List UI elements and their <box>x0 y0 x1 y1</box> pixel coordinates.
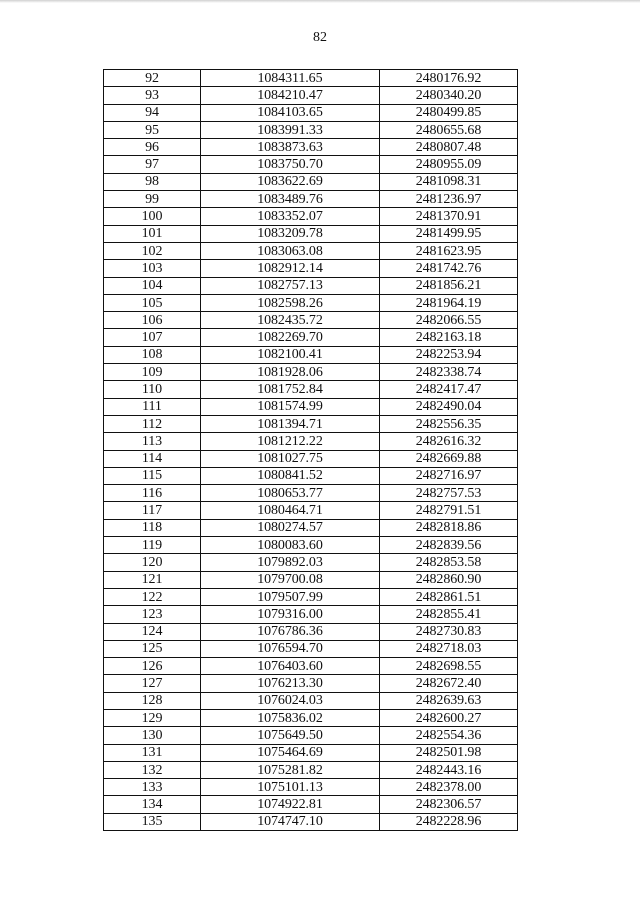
table-row <box>104 450 518 467</box>
table-row <box>104 260 518 277</box>
x-coordinate-cell: 1076403.60 <box>201 658 380 675</box>
y-coordinate-cell: 2480340.20 <box>380 87 518 104</box>
point-number-cell: 114 <box>104 450 201 467</box>
y-coordinate-cell: 2482716.97 <box>380 467 518 484</box>
point-number-cell: 116 <box>104 485 201 502</box>
x-coordinate-cell: 1082598.26 <box>201 294 380 311</box>
y-coordinate-cell: 2481856.21 <box>380 277 518 294</box>
table-row <box>104 433 518 450</box>
table-row <box>104 571 518 588</box>
point-number-cell: 115 <box>104 467 201 484</box>
point-number-cell: 94 <box>104 104 201 121</box>
x-coordinate-cell: 1075464.69 <box>201 744 380 761</box>
x-coordinate-cell: 1080841.52 <box>201 467 380 484</box>
point-number-cell: 131 <box>104 744 201 761</box>
point-number-cell: 97 <box>104 156 201 173</box>
table-row <box>104 225 518 242</box>
x-coordinate-cell: 1079316.00 <box>201 606 380 623</box>
coordinates-table <box>103 69 518 831</box>
y-coordinate-cell: 2482556.35 <box>380 415 518 432</box>
point-number-cell: 134 <box>104 796 201 813</box>
x-coordinate-cell: 1082757.13 <box>201 277 380 294</box>
point-number-cell: 99 <box>104 191 201 208</box>
y-coordinate-cell: 2481370.91 <box>380 208 518 225</box>
table-row <box>104 537 518 554</box>
point-number-cell: 109 <box>104 364 201 381</box>
x-coordinate-cell: 1075101.13 <box>201 779 380 796</box>
point-number-cell: 93 <box>104 87 201 104</box>
x-coordinate-cell: 1081928.06 <box>201 364 380 381</box>
x-coordinate-cell: 1076786.36 <box>201 623 380 640</box>
y-coordinate-cell: 2480655.68 <box>380 121 518 138</box>
x-coordinate-cell: 1080464.71 <box>201 502 380 519</box>
x-coordinate-cell: 1083622.69 <box>201 173 380 190</box>
point-number-cell: 106 <box>104 312 201 329</box>
y-coordinate-cell: 2482639.63 <box>380 692 518 709</box>
y-coordinate-cell: 2482855.41 <box>380 606 518 623</box>
y-coordinate-cell: 2480955.09 <box>380 156 518 173</box>
point-number-cell: 133 <box>104 779 201 796</box>
table-row <box>104 277 518 294</box>
y-coordinate-cell: 2482672.40 <box>380 675 518 692</box>
x-coordinate-cell: 1084103.65 <box>201 104 380 121</box>
y-coordinate-cell: 2482306.57 <box>380 796 518 813</box>
table-row <box>104 606 518 623</box>
x-coordinate-cell: 1082269.70 <box>201 329 380 346</box>
table-row <box>104 744 518 761</box>
y-coordinate-cell: 2482253.94 <box>380 346 518 363</box>
point-number-cell: 128 <box>104 692 201 709</box>
table-body <box>104 70 518 831</box>
table-row <box>104 709 518 726</box>
point-number-cell: 112 <box>104 415 201 432</box>
x-coordinate-cell: 1083063.08 <box>201 242 380 259</box>
x-coordinate-cell: 1083489.76 <box>201 191 380 208</box>
point-number-cell: 92 <box>104 70 201 87</box>
point-number-cell: 103 <box>104 260 201 277</box>
point-number-cell: 119 <box>104 537 201 554</box>
y-coordinate-cell: 2480499.85 <box>380 104 518 121</box>
x-coordinate-cell: 1080274.57 <box>201 519 380 536</box>
x-coordinate-cell: 1084311.65 <box>201 70 380 87</box>
x-coordinate-cell: 1083352.07 <box>201 208 380 225</box>
y-coordinate-cell: 2480176.92 <box>380 70 518 87</box>
y-coordinate-cell: 2482338.74 <box>380 364 518 381</box>
point-number-cell: 105 <box>104 294 201 311</box>
x-coordinate-cell: 1079507.99 <box>201 588 380 605</box>
table-row <box>104 87 518 104</box>
point-number-cell: 124 <box>104 623 201 640</box>
y-coordinate-cell: 2482163.18 <box>380 329 518 346</box>
x-coordinate-cell: 1074922.81 <box>201 796 380 813</box>
y-coordinate-cell: 2482600.27 <box>380 709 518 726</box>
x-coordinate-cell: 1082100.41 <box>201 346 380 363</box>
point-number-cell: 126 <box>104 658 201 675</box>
table-row <box>104 346 518 363</box>
y-coordinate-cell: 2481236.97 <box>380 191 518 208</box>
x-coordinate-cell: 1081752.84 <box>201 381 380 398</box>
x-coordinate-cell: 1075836.02 <box>201 709 380 726</box>
table-row <box>104 242 518 259</box>
table-row <box>104 640 518 657</box>
table-row <box>104 173 518 190</box>
x-coordinate-cell: 1079892.03 <box>201 554 380 571</box>
x-coordinate-cell: 1083991.33 <box>201 121 380 138</box>
x-coordinate-cell: 1076213.30 <box>201 675 380 692</box>
table-row <box>104 70 518 87</box>
point-number-cell: 100 <box>104 208 201 225</box>
table-row <box>104 398 518 415</box>
x-coordinate-cell: 1083750.70 <box>201 156 380 173</box>
table-row <box>104 364 518 381</box>
table-row <box>104 796 518 813</box>
point-number-cell: 107 <box>104 329 201 346</box>
scan-edge <box>0 0 640 3</box>
point-number-cell: 130 <box>104 727 201 744</box>
x-coordinate-cell: 1081394.71 <box>201 415 380 432</box>
table-row <box>104 191 518 208</box>
table-row <box>104 623 518 640</box>
y-coordinate-cell: 2480807.48 <box>380 139 518 156</box>
point-number-cell: 101 <box>104 225 201 242</box>
point-number-cell: 96 <box>104 139 201 156</box>
table-row <box>104 121 518 138</box>
y-coordinate-cell: 2482443.16 <box>380 761 518 778</box>
x-coordinate-cell: 1075649.50 <box>201 727 380 744</box>
table-row <box>104 415 518 432</box>
y-coordinate-cell: 2482669.88 <box>380 450 518 467</box>
y-coordinate-cell: 2482501.98 <box>380 744 518 761</box>
table-row <box>104 104 518 121</box>
point-number-cell: 132 <box>104 761 201 778</box>
table-row <box>104 467 518 484</box>
x-coordinate-cell: 1082435.72 <box>201 312 380 329</box>
table-row <box>104 588 518 605</box>
y-coordinate-cell: 2482490.04 <box>380 398 518 415</box>
point-number-cell: 121 <box>104 571 201 588</box>
table-row <box>104 329 518 346</box>
point-number-cell: 125 <box>104 640 201 657</box>
y-coordinate-cell: 2482698.55 <box>380 658 518 675</box>
y-coordinate-cell: 2481742.76 <box>380 260 518 277</box>
y-coordinate-cell: 2482839.56 <box>380 537 518 554</box>
y-coordinate-cell: 2482818.86 <box>380 519 518 536</box>
table-row <box>104 502 518 519</box>
point-number-cell: 113 <box>104 433 201 450</box>
point-number-cell: 111 <box>104 398 201 415</box>
y-coordinate-cell: 2481098.31 <box>380 173 518 190</box>
y-coordinate-cell: 2482378.00 <box>380 779 518 796</box>
y-coordinate-cell: 2482860.90 <box>380 571 518 588</box>
y-coordinate-cell: 2482616.32 <box>380 433 518 450</box>
x-coordinate-cell: 1084210.47 <box>201 87 380 104</box>
x-coordinate-cell: 1082912.14 <box>201 260 380 277</box>
x-coordinate-cell: 1083209.78 <box>201 225 380 242</box>
x-coordinate-cell: 1080083.60 <box>201 537 380 554</box>
point-number-cell: 98 <box>104 173 201 190</box>
table-row <box>104 761 518 778</box>
table-row <box>104 658 518 675</box>
y-coordinate-cell: 2482066.55 <box>380 312 518 329</box>
point-number-cell: 120 <box>104 554 201 571</box>
table-row <box>104 156 518 173</box>
point-number-cell: 108 <box>104 346 201 363</box>
table-row <box>104 485 518 502</box>
point-number-cell: 129 <box>104 709 201 726</box>
table-row <box>104 692 518 709</box>
point-number-cell: 118 <box>104 519 201 536</box>
point-number-cell: 135 <box>104 813 201 830</box>
table-row <box>104 519 518 536</box>
table-row <box>104 208 518 225</box>
table-row <box>104 139 518 156</box>
table-row <box>104 294 518 311</box>
point-number-cell: 122 <box>104 588 201 605</box>
point-number-cell: 104 <box>104 277 201 294</box>
x-coordinate-cell: 1081027.75 <box>201 450 380 467</box>
table-row <box>104 727 518 744</box>
table-row <box>104 554 518 571</box>
x-coordinate-cell: 1081574.99 <box>201 398 380 415</box>
point-number-cell: 110 <box>104 381 201 398</box>
x-coordinate-cell: 1083873.63 <box>201 139 380 156</box>
y-coordinate-cell: 2481499.95 <box>380 225 518 242</box>
y-coordinate-cell: 2481964.19 <box>380 294 518 311</box>
point-number-cell: 102 <box>104 242 201 259</box>
x-coordinate-cell: 1081212.22 <box>201 433 380 450</box>
y-coordinate-cell: 2482554.36 <box>380 727 518 744</box>
point-number-cell: 123 <box>104 606 201 623</box>
table-row <box>104 381 518 398</box>
x-coordinate-cell: 1079700.08 <box>201 571 380 588</box>
y-coordinate-cell: 2482417.47 <box>380 381 518 398</box>
table-row <box>104 813 518 830</box>
page-number: 82 <box>313 30 327 45</box>
y-coordinate-cell: 2482730.83 <box>380 623 518 640</box>
y-coordinate-cell: 2482757.53 <box>380 485 518 502</box>
y-coordinate-cell: 2482228.96 <box>380 813 518 830</box>
point-number-cell: 117 <box>104 502 201 519</box>
table-row <box>104 675 518 692</box>
y-coordinate-cell: 2482718.03 <box>380 640 518 657</box>
y-coordinate-cell: 2481623.95 <box>380 242 518 259</box>
x-coordinate-cell: 1076024.03 <box>201 692 380 709</box>
x-coordinate-cell: 1074747.10 <box>201 813 380 830</box>
y-coordinate-cell: 2482791.51 <box>380 502 518 519</box>
x-coordinate-cell: 1080653.77 <box>201 485 380 502</box>
table-row <box>104 779 518 796</box>
x-coordinate-cell: 1075281.82 <box>201 761 380 778</box>
point-number-cell: 127 <box>104 675 201 692</box>
x-coordinate-cell: 1076594.70 <box>201 640 380 657</box>
table-row <box>104 312 518 329</box>
point-number-cell: 95 <box>104 121 201 138</box>
y-coordinate-cell: 2482861.51 <box>380 588 518 605</box>
y-coordinate-cell: 2482853.58 <box>380 554 518 571</box>
